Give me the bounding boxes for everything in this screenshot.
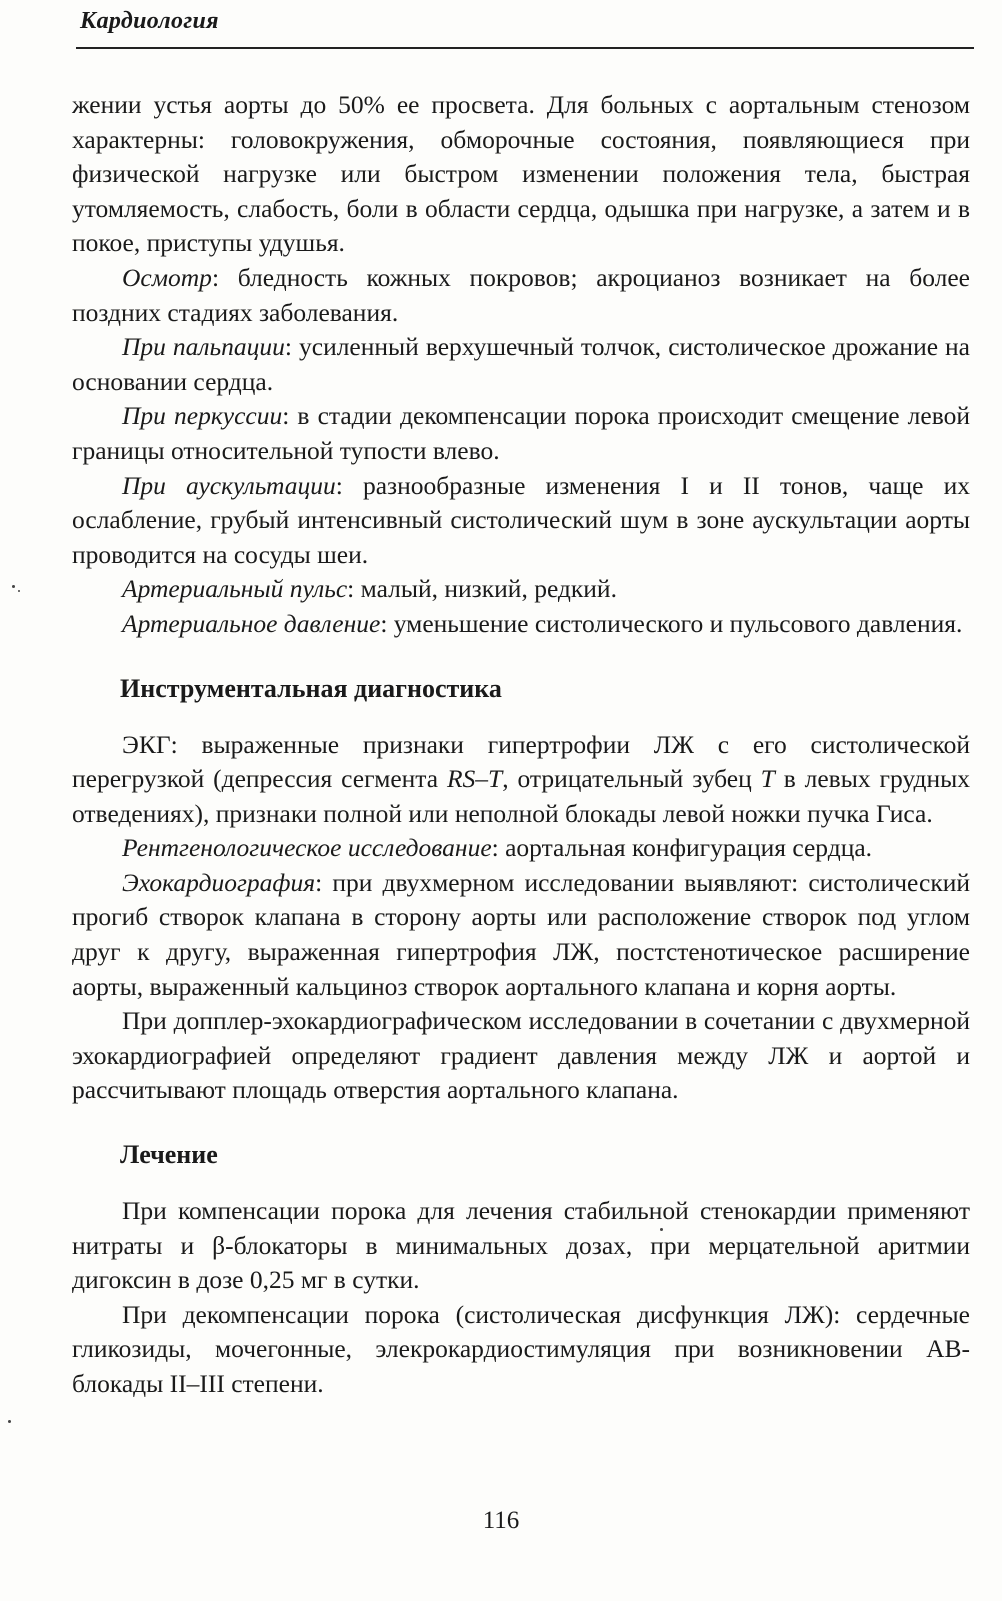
paragraph-palpation [72,330,970,399]
text-echo: : при двухмерном исследовании выявляют: систолический прогиб створок клапана в сторону аорты или расположение створок под углом друг к другу, выраженная гипертрофия ЛЖ, постстенотическое расширение аорты, выраженный кальциноз створок аортального клапана и корня аорты. [72,867,970,1001]
paragraph-pulse [72,572,970,607]
ecg-text-c: в левых грудных отведениях), признаки полной или неполной блокады левой ножки пучка Гиса. [72,764,971,828]
paragraph-xray [72,831,970,866]
paragraph-symptoms: жении устья аорты до 50% ее просвета. Для больных с аортальным стенозом характерны: головокружения, обморочные состояния, появляющиеся при физической нагрузке или быстром изменении положения тела, быстрая утомляемость, слабость, боли в области сердца, одышка при нагрузке, а затем и в покое, приступы удушья. [72,90,970,258]
paragraph-pressure [72,607,970,642]
text-auscultation: : разнообразные изменения I и II тонов, чаще их ослабление, грубый интенсивный систолический шум в зоне аускультации аорты проводится на сосуды шеи. [72,470,970,569]
paragraph-inspection [72,261,970,330]
section-title-instrumental: Инструментальная диагностика [120,673,502,703]
scan-speck [12,585,15,588]
ecg-segment-label: RS–T [446,764,503,794]
page-number: 116 [482,1507,520,1534]
label-inspection: Осмотр [122,262,212,292]
text-inspection: : бледность кожных покровов; акроцианоз возникает на более поздних стадиях заболевания. [72,262,970,327]
ecg-text-b: , отрицательный зубец [502,764,761,794]
paragraph-echo [72,866,970,1004]
label-pressure: Артериальное давление [122,608,381,638]
ecg-wave-label: T [760,764,775,794]
label-percussion: При перкуссии [122,401,283,431]
label-auscultation: При аускультации [122,470,336,500]
text-palpation: : усиленный верхушечный толчок, систолическое дрожание на основании сердца. [72,332,970,396]
text-pulse: : малый, низкий, редкий. [347,574,617,604]
label-palpation: При пальпации [122,332,285,362]
text-pressure: : уменьшение систолического и пульсового давления. [380,608,963,638]
paragraph-ecg [72,728,970,832]
paragraph-doppler: При допплер-эхокардиографическом исследовании в сочетании с двухмерной эхокардиографией определяют градиент давления между ЛЖ и аортой и рассчитывают площадь отверстия аортального клапана. [72,1006,970,1105]
header-rule [76,47,974,49]
page-body [72,88,970,1402]
text-xray: : аортальная конфигурация сердца. [491,833,873,863]
paragraph-treatment-decompensated: При декомпенсации порока (систолическая дисфункция ЛЖ): сердечные гликозиды, мочегонные, элекрокардиостимуляция при возникновении АВ-блокады II–III степени. [72,1299,970,1398]
label-xray: Рентгенологическое исследование [122,833,492,863]
scan-speck [18,590,20,592]
paragraph-auscultation [72,469,970,573]
section-title-treatment: Лечение [120,1140,218,1170]
paragraph-treatment-compensated: При компенсации порока для лечения стабильной стенокардии применяют нитраты и β-блокаторы в минимальных дозах, при мерцательной аритмии дигоксин в дозе 0,25 мг в сутки. [72,1196,970,1295]
ecg-text-a: ЭКГ: выраженные признаки гипертрофии ЛЖ с его систолической перегрузкой (депрессия сегмента [72,729,970,794]
scan-speck [660,1228,663,1231]
paragraph-percussion [72,399,970,468]
label-pulse: Артериальный пульс [122,574,348,604]
running-head: Кардиология [80,8,219,34]
label-echo: Эхокардиография [122,867,316,897]
scan-speck [8,1420,11,1423]
text-percussion: : в стадии декомпенсации порока происходит смещение левой границы относительной тупости влево. [72,401,970,465]
